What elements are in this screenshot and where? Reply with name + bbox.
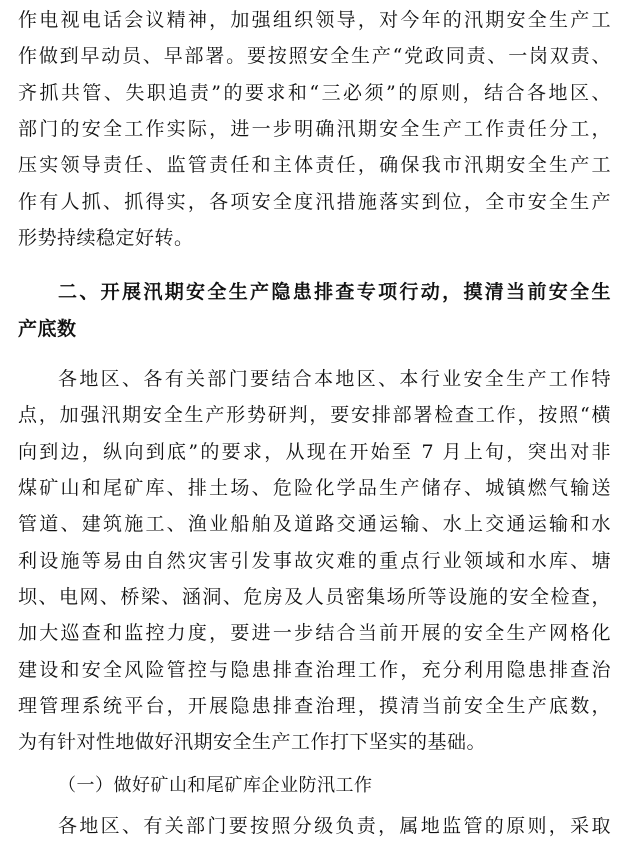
paragraph-line: 形势持续稳定好转。 [18,227,194,249]
paragraph-line: 坝、电网、桥梁、涵洞、危房及人员密集场所等设施的安全检查， [18,586,611,608]
paragraph-line: 建设和安全风险管控与隐患排查治理工作，充分利用隐患排查治 [18,659,611,681]
paragraph-line: 压实领导责任、监管责任和主体责任，确保我市汛期安全生产工 [18,154,611,176]
section-heading: 产底数 [18,318,77,340]
paragraph-line: 作做到早动员、早部署。要按照安全生产“党政同责、一岗双责、 [18,45,611,67]
paragraph-line: 向到边，纵向到底”的要求，从现在开始至 7 月上旬，突出对非 [18,441,611,463]
section-heading: 二、开展汛期安全生产隐患排查专项行动，摸清当前安全生 [58,281,611,303]
paragraph-line: 为有针对性地做好汛期安全生产工作打下坚实的基础。 [18,731,487,753]
paragraph-line: 加大巡查和监控力度，要进一步结合当前开展的安全生产网格化 [18,622,611,644]
paragraph-line: 齐抓共管、失职追责”的要求和“三必须”的原则，结合各地区、 [18,82,611,104]
paragraph-line: 管道、建筑施工、渔业船舶及道路交通运输、水上交通运输和水 [18,513,611,535]
paragraph-line: 各地区、有关部门要按照分级负责，属地监管的原则，采取 [58,815,611,837]
paragraph-line: 理管理系统平台，开展隐患排查治理，摸清当前安全生产底数， [18,695,611,717]
paragraph-line: 作电视电话会议精神，加强组织领导，对今年的汛期安全生产工 [18,9,611,31]
paragraph-line: 煤矿山和尾矿库、排土场、危险化学品生产储存、城镇燃气输送 [18,477,611,499]
paragraph-line: 利设施等易由自然灾害引发事故灾难的重点行业领域和水库、塘 [18,550,611,572]
paragraph-line: 作有人抓、抓得实，各项安全度汛措施落实到位，全市安全生产 [18,191,611,213]
paragraph-line: 部门的安全工作实际，进一步明确汛期安全生产工作责任分工， [18,118,611,140]
subsection-heading: （一）做好矿山和尾矿库企业防汛工作 [58,775,373,796]
paragraph-line: 各地区、各有关部门要结合本地区、本行业安全生产工作特 [58,368,611,390]
paragraph-line: 点，加强汛期安全生产形势研判，要安排部署检查工作，按照“横 [18,404,611,426]
